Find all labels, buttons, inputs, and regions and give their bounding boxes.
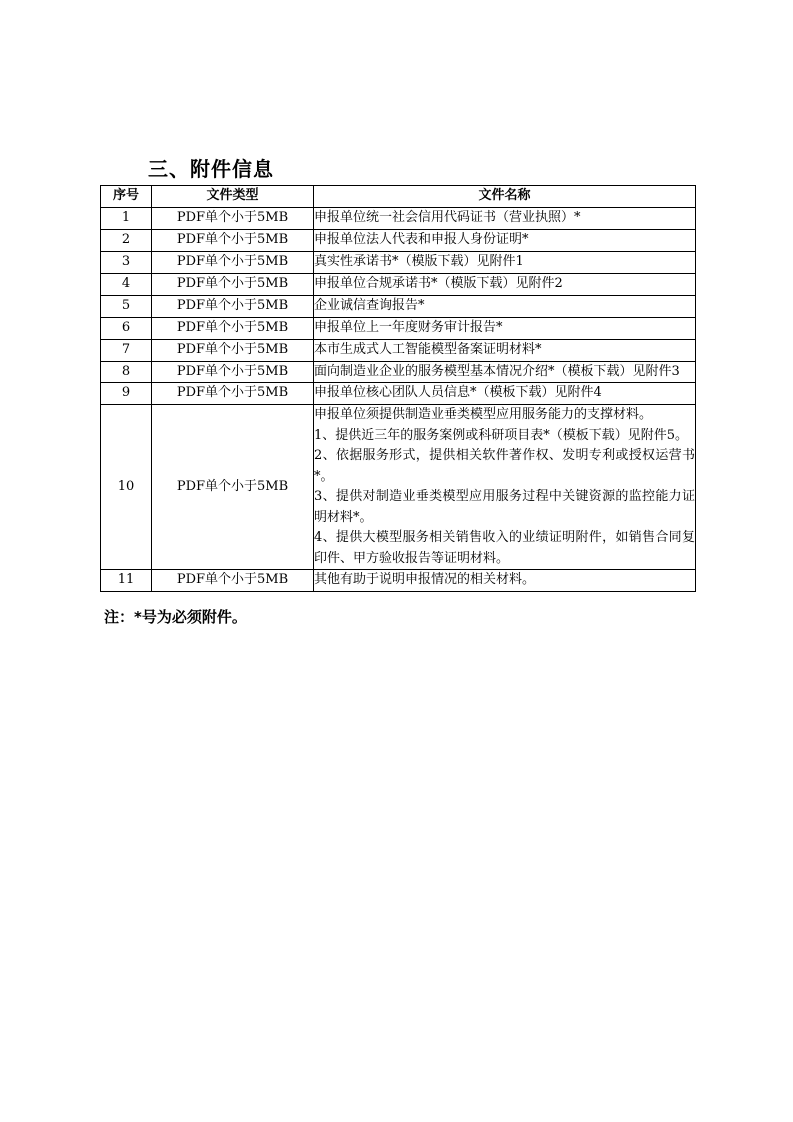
table-row — [101, 383, 696, 405]
table-row — [101, 251, 696, 273]
row-number: 6 — [101, 317, 152, 339]
row-number: 5 — [101, 295, 152, 317]
sub-item: 1、提供近三年的服务案例或科研项目表*（模板下载）见附件5。 — [314, 427, 689, 443]
header-file-name: 文件名称 — [314, 186, 696, 208]
row-file-type: PDF单个小于5MB — [152, 207, 314, 229]
table-row — [101, 273, 696, 295]
row-file-name: 申报单位统一社会信用代码证书（营业执照）* — [314, 207, 696, 229]
row-file-name: 申报单位合规承诺书*（模版下载）见附件2 — [314, 273, 696, 295]
row-file-name: 面向制造业企业的服务模型基本情况介绍*（模板下载）见附件3 — [314, 361, 696, 383]
row-file-type: PDF单个小于5MB — [152, 295, 314, 317]
row-file-type: PDF单个小于5MB — [152, 339, 314, 361]
row-file-name: 企业诚信查询报告* — [314, 295, 696, 317]
table-row — [101, 570, 696, 592]
header-serial-number: 序号 — [101, 186, 152, 208]
row-file-name: 申报单位须提供制造业垂类模型应用服务能力的支撑材料。 — [314, 407, 653, 422]
row-number: 8 — [101, 361, 152, 383]
sub-item: 2、依据服务形式，提供相关软件著作权、发明专利或授权运营书*。 — [314, 448, 695, 484]
row-file-name-multi — [314, 405, 696, 570]
row-file-type: PDF单个小于5MB — [152, 273, 314, 295]
row-file-type: PDF单个小于5MB — [152, 251, 314, 273]
required-note: 注：*号为必须附件。 — [104, 608, 247, 626]
row-number: 7 — [101, 339, 152, 361]
table-row — [101, 405, 696, 570]
row-number: 2 — [101, 229, 152, 251]
attachment-table — [100, 185, 696, 592]
row-number: 3 — [101, 251, 152, 273]
row-file-type: PDF单个小于5MB — [152, 405, 314, 570]
row-file-name: 申报单位法人代表和申报人身份证明* — [314, 229, 696, 251]
section-title: 三、附件信息 — [148, 157, 274, 181]
row-file-name: 本市生成式人工智能模型备案证明材料* — [314, 339, 696, 361]
row-file-type: PDF单个小于5MB — [152, 570, 314, 592]
row-file-name: 其他有助于说明申报情况的相关材料。 — [314, 570, 696, 592]
table-row — [101, 361, 696, 383]
row-file-name: 申报单位核心团队人员信息*（模板下载）见附件4 — [314, 383, 696, 405]
table-row — [101, 207, 696, 229]
row-number: 4 — [101, 273, 152, 295]
row-file-type: PDF单个小于5MB — [152, 361, 314, 383]
row-file-type: PDF单个小于5MB — [152, 383, 314, 405]
sub-item: 3、提供对制造业垂类模型应用服务过程中关键资源的监控能力证明材料*。 — [314, 489, 695, 525]
row-file-type: PDF单个小于5MB — [152, 317, 314, 339]
table-row — [101, 339, 696, 361]
table-row — [101, 229, 696, 251]
row-number: 9 — [101, 383, 152, 405]
row-number: 10 — [101, 405, 152, 570]
table-row — [101, 295, 696, 317]
row-file-type: PDF单个小于5MB — [152, 229, 314, 251]
row-number: 1 — [101, 207, 152, 229]
header-file-type: 文件类型 — [152, 186, 314, 208]
sub-item: 4、提供大模型服务相关销售收入的业绩证明附件，如销售合同复印件、甲方验收报告等证明材料。 — [314, 530, 695, 566]
table-row — [101, 317, 696, 339]
table-header-row — [101, 186, 696, 208]
row-file-name: 真实性承诺书*（模版下载）见附件1 — [314, 251, 696, 273]
row-file-name: 申报单位上一年度财务审计报告* — [314, 317, 696, 339]
row-number: 11 — [101, 570, 152, 592]
